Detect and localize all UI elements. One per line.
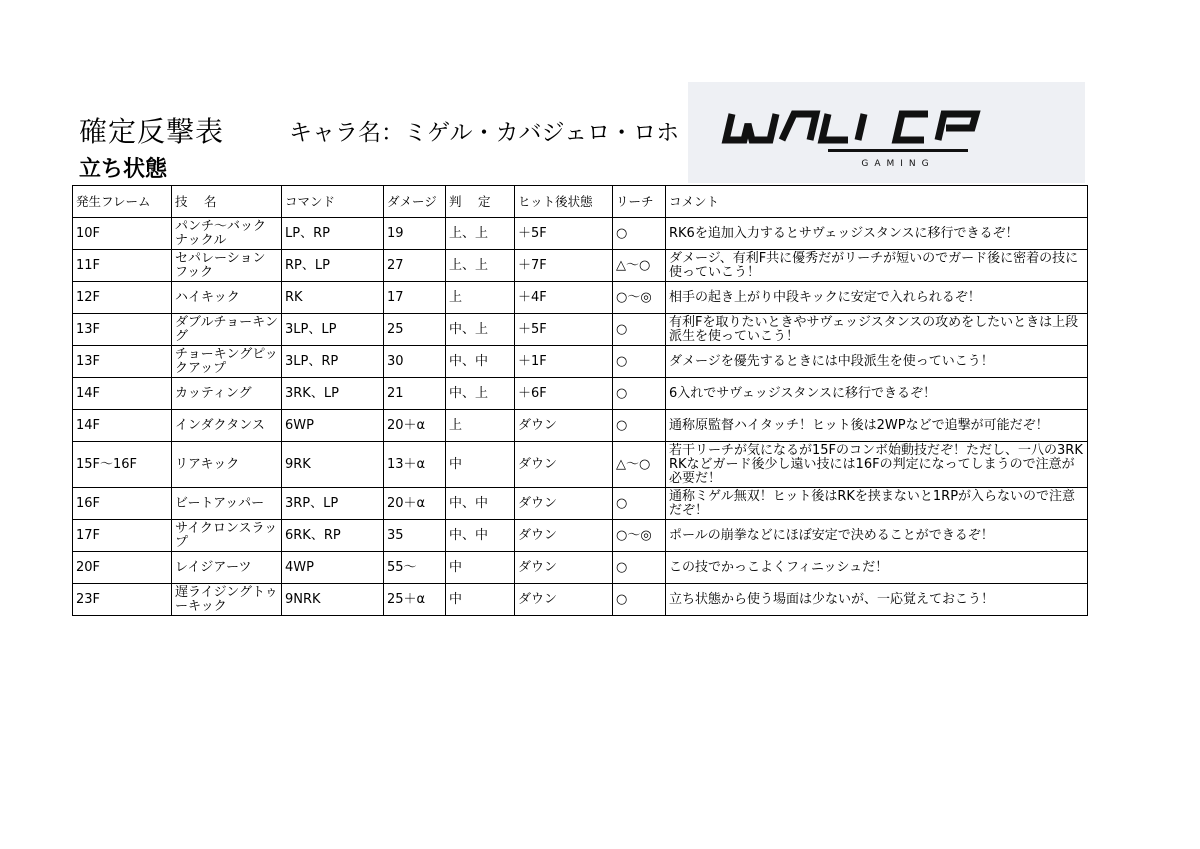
counter-attack-table <box>72 185 1088 616</box>
cell-command: LP、RP <box>282 218 384 250</box>
cell-damage: 17 <box>384 282 446 314</box>
cell-comment: この技でかっこよくフィニッシュだ！ <box>666 552 1088 584</box>
cell-damage: 55～ <box>384 552 446 584</box>
cell-on-hit: ダウン <box>515 584 613 616</box>
cell-move-name: パンチ～バックナックル <box>172 218 282 250</box>
cell-frame: 23F <box>73 584 172 616</box>
svg-text:GAMING: GAMING <box>861 159 935 169</box>
cell-frame: 20F <box>73 552 172 584</box>
header-move-name: 技 名 <box>172 186 282 218</box>
cell-command: 4WP <box>282 552 384 584</box>
header-on-hit: ヒット後状態 <box>515 186 613 218</box>
cell-damage: 25＋α <box>384 584 446 616</box>
cell-on-hit: ＋5F <box>515 218 613 250</box>
cell-hit-level: 中、中 <box>446 488 515 520</box>
cell-move-name: カッティング <box>172 378 282 410</box>
cell-damage: 21 <box>384 378 446 410</box>
cell-hit-level: 上、上 <box>446 218 515 250</box>
cell-reach: ○ <box>613 488 666 520</box>
header-damage: ダメージ <box>384 186 446 218</box>
cell-comment: ポールの崩拳などにほぼ安定で決めることができるぞ！ <box>666 520 1088 552</box>
table-row <box>73 346 1088 378</box>
cell-command: 6RK、RP <box>282 520 384 552</box>
table-row <box>73 250 1088 282</box>
cell-move-name: チョーキングピックアップ <box>172 346 282 378</box>
cell-damage: 20＋α <box>384 410 446 442</box>
cell-hit-level: 上、上 <box>446 250 515 282</box>
cell-reach: △～○ <box>613 442 666 488</box>
cell-move-name: リアキック <box>172 442 282 488</box>
header-frame: 発生フレーム <box>73 186 172 218</box>
table-row <box>73 584 1088 616</box>
table-row <box>73 314 1088 346</box>
cell-command: 9NRK <box>282 584 384 616</box>
cell-damage: 19 <box>384 218 446 250</box>
table-row <box>73 410 1088 442</box>
cell-on-hit: ＋7F <box>515 250 613 282</box>
cell-comment: 有利Fを取りたいときやサヴェッジスタンスの攻めをしたいときは上段派生を使っていこう！ <box>666 314 1088 346</box>
cell-damage: 13＋α <box>384 442 446 488</box>
table-row <box>73 552 1088 584</box>
cell-comment: 通称原監督ハイタッチ！ヒット後は2WPなどで追撃が可能だぞ！ <box>666 410 1088 442</box>
cell-comment: 通称ミゲル無双！ヒット後はRKを挟まないと1RPが入らないので注意だぞ！ <box>666 488 1088 520</box>
cell-comment: 立ち状態から使う場面は少ないが、一応覚えておこう！ <box>666 584 1088 616</box>
cell-reach: ○～◎ <box>613 520 666 552</box>
cell-reach: ○ <box>613 218 666 250</box>
cell-hit-level: 中 <box>446 552 515 584</box>
cell-command: 3RK、LP <box>282 378 384 410</box>
cell-command: 3LP、RP <box>282 346 384 378</box>
table-row <box>73 488 1088 520</box>
cell-command: 6WP <box>282 410 384 442</box>
character-name: キャラ名：ミゲル・カバジェロ・ロホ <box>289 120 680 146</box>
cell-frame: 15F～16F <box>73 442 172 488</box>
cell-on-hit: ＋1F <box>515 346 613 378</box>
cell-frame: 17F <box>73 520 172 552</box>
cell-command: 9RK <box>282 442 384 488</box>
cell-on-hit: ＋4F <box>515 282 613 314</box>
cell-move-name: 遅ライジングトゥーキック <box>172 584 282 616</box>
table-row <box>73 442 1088 488</box>
walker-gaming-tagline <box>828 149 968 152</box>
cell-hit-level: 中、上 <box>446 378 515 410</box>
cell-comment: 若干リーチが気になるが15Fのコンボ始動技だぞ！ただし、一八の3RKRKなどガード後少し遠い技には16Fの判定になってしまうので注意が必要だ！ <box>666 442 1088 488</box>
cell-reach: ○ <box>613 552 666 584</box>
table-row <box>73 218 1088 250</box>
header-command: コマンド <box>282 186 384 218</box>
cell-move-name: セパレーションフック <box>172 250 282 282</box>
cell-command: RK <box>282 282 384 314</box>
cell-reach: ○ <box>613 346 666 378</box>
cell-on-hit: ダウン <box>515 552 613 584</box>
cell-frame: 12F <box>73 282 172 314</box>
cell-frame: 11F <box>73 250 172 282</box>
cell-command: 3LP、LP <box>282 314 384 346</box>
cell-hit-level: 中 <box>446 584 515 616</box>
cell-hit-level: 中、中 <box>446 346 515 378</box>
cell-comment: ダメージを優先するときには中段派生を使っていこう！ <box>666 346 1088 378</box>
cell-reach: △～○ <box>613 250 666 282</box>
cell-frame: 10F <box>73 218 172 250</box>
header-reach: リーチ <box>613 186 666 218</box>
cell-hit-level: 中、中 <box>446 520 515 552</box>
cell-move-name: ハイキック <box>172 282 282 314</box>
cell-on-hit: ダウン <box>515 442 613 488</box>
cell-damage: 20＋α <box>384 488 446 520</box>
cell-on-hit: ダウン <box>515 520 613 552</box>
cell-on-hit: ＋5F <box>515 314 613 346</box>
cell-reach: ○ <box>613 314 666 346</box>
table-header-row <box>73 186 1088 218</box>
table-row <box>73 520 1088 552</box>
cell-reach: ○～◎ <box>613 282 666 314</box>
cell-hit-level: 上 <box>446 410 515 442</box>
header-hit-level: 判 定 <box>446 186 515 218</box>
cell-on-hit: ダウン <box>515 410 613 442</box>
cell-move-name: レイジアーツ <box>172 552 282 584</box>
page-title: 確定反撃表 <box>79 115 225 148</box>
cell-frame: 13F <box>73 314 172 346</box>
cell-command: RP、LP <box>282 250 384 282</box>
cell-move-name: インダクタンス <box>172 410 282 442</box>
cell-move-name: ビートアッパー <box>172 488 282 520</box>
walker-gaming-logo <box>688 82 1085 183</box>
table-row <box>73 282 1088 314</box>
cell-move-name: ダブルチョーキング <box>172 314 282 346</box>
cell-damage: 25 <box>384 314 446 346</box>
cell-hit-level: 中、上 <box>446 314 515 346</box>
cell-frame: 16F <box>73 488 172 520</box>
cell-frame: 14F <box>73 378 172 410</box>
cell-damage: 35 <box>384 520 446 552</box>
cell-reach: ○ <box>613 378 666 410</box>
cell-on-hit: ダウン <box>515 488 613 520</box>
table-row <box>73 378 1088 410</box>
cell-damage: 27 <box>384 250 446 282</box>
cell-comment: 6入れでサヴェッジスタンスに移行できるぞ！ <box>666 378 1088 410</box>
cell-damage: 30 <box>384 346 446 378</box>
header-comment: コメント <box>666 186 1088 218</box>
cell-frame: 14F <box>73 410 172 442</box>
cell-comment: RK6を追加入力するとサヴェッジスタンスに移行できるぞ！ <box>666 218 1088 250</box>
cell-command: 3RP、LP <box>282 488 384 520</box>
cell-reach: ○ <box>613 584 666 616</box>
cell-frame: 13F <box>73 346 172 378</box>
cell-reach: ○ <box>613 410 666 442</box>
cell-comment: ダメージ、有利F共に優秀だがリーチが短いのでガード後に密着の技に使っていこう！ <box>666 250 1088 282</box>
cell-comment: 相手の起き上がり中段キックに安定で入れられるぞ！ <box>666 282 1088 314</box>
cell-hit-level: 中 <box>446 442 515 488</box>
cell-hit-level: 上 <box>446 282 515 314</box>
svg-text:WALKER: WALKER <box>688 82 693 83</box>
cell-on-hit: ＋6F <box>515 378 613 410</box>
cell-move-name: サイクロンスラップ <box>172 520 282 552</box>
walker-gaming-logo-art <box>688 82 1085 183</box>
section-title: 立ち状態 <box>79 157 168 182</box>
